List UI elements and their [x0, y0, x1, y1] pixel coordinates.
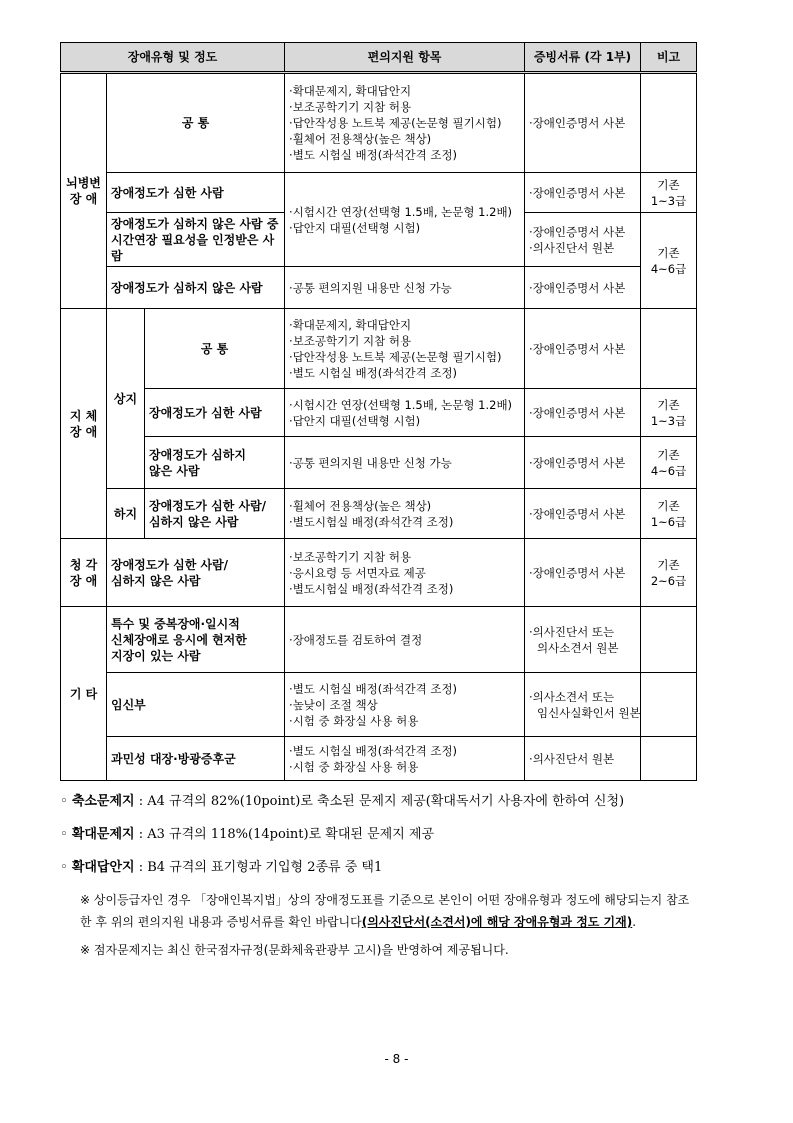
reference-mark-icon: ※: [80, 893, 91, 907]
other-bowel-docs: · 의사진단서 원본: [525, 737, 641, 781]
emphasis-text: (의사진단서(소견서)에 해당 장애유형과 정도 기재): [361, 915, 633, 929]
table-row: [61, 309, 697, 389]
other-pregnant-items: · 별도 시험실 배정(좌석간격 조정) · 높낮이 조절 책상 · 시험 중 화장실 사용 허용: [285, 673, 525, 737]
support-table: [60, 42, 697, 781]
reference-mark-icon: ※: [80, 943, 91, 957]
limb-lower-type: 장애정도가 심한 사람/ 심하지 않은 사람: [145, 489, 285, 539]
note-line-answer: ◦ 확대답안지 : B4 규격의 표기형과 기입형 2종류 중 택1: [60, 860, 383, 875]
table-row: [61, 73, 697, 173]
limb-common-note: [641, 309, 697, 389]
reference-note-2: ※ 점자문제지는 최신 한국점자규정(문화체육관광부 고시)을 반영하여 제공됩니다.: [80, 943, 509, 957]
brain-mild-note: 기존 4~6급: [641, 213, 697, 309]
reference-note-1: ※ 상이등급자인 경우 「장애인복지법」상의 장애정도표를 기준으로 본인이 어떤 장애유형과 정도에 해당되는지 참조한 후 위의 편의지원 내용과 증빙서류를 확인 바랍니다(의사진단서(소견서)에 해당 장애유형과 정도 기재).: [80, 893, 690, 929]
brain-common-items: · 확대문제지, 확대답안지 · 보조공학기기 지참 허용 · 답안작성용 노트북 제공(논문형 필기시험) · 휠체어 전용책상(높은 책상) · 별도 시험실 배정(좌석간격 조정): [285, 73, 525, 173]
hearing-docs: · 장애인증명서 사본: [525, 539, 641, 607]
term-reduced: 축소문제지: [71, 794, 135, 809]
hearing-items: · 보조공학기기 지참 허용 · 응시요령 등 서면자료 제공 · 별도시험실 배정(좌석간격 조정): [285, 539, 525, 607]
page-number: - 8 -: [384, 1052, 409, 1066]
other-bowel-note: [641, 737, 697, 781]
limb-lower-label: 하지: [107, 489, 145, 539]
limb-mild-docs: · 장애인증명서 사본: [525, 437, 641, 489]
category-other: 기 타: [61, 607, 107, 781]
header-note: 비고: [641, 43, 697, 73]
limb-severe-label: 장애정도가 심한 사람: [145, 389, 285, 437]
header-type: 장애유형 및 정도: [61, 43, 285, 73]
category-brain: 뇌병변 장 애: [61, 73, 107, 309]
header-items: 편의지원 항목: [285, 43, 525, 73]
term-enlarged: 확대문제지: [71, 827, 135, 842]
limb-severe-docs: · 장애인증명서 사본: [525, 389, 641, 437]
limb-lower-items: · 휠체어 전용책상(높은 책상) · 별도시험실 배정(좌석간격 조정): [285, 489, 525, 539]
table-row: [61, 437, 697, 489]
notes-section: [60, 790, 720, 967]
other-special-note: [641, 607, 697, 673]
table-row: [61, 389, 697, 437]
brain-common-docs: · 장애인증명서 사본: [525, 73, 641, 173]
header-docs: 증빙서류 (각 1부): [525, 43, 641, 73]
other-pregnant-label: 임신부: [107, 673, 285, 737]
other-bowel-label: 과민성 대장·방광증후군: [107, 737, 285, 781]
brain-mild-ext-docs: · 장애인증명서 사본 · 의사진단서 원본: [525, 213, 641, 267]
table-row: [61, 173, 697, 213]
bullet-icon: ◦: [60, 827, 68, 842]
brain-severe-note: 기존 1~3급: [641, 173, 697, 213]
table-row: [61, 489, 697, 539]
table-row: [61, 539, 697, 607]
table-header-row: [61, 43, 697, 73]
category-hearing: 청 각 장 애: [61, 539, 107, 607]
other-pregnant-docs: ·의사소견서 또는 임신사실확인서 원본: [525, 673, 641, 737]
bullet-icon: ◦: [60, 860, 68, 875]
note-line-reduced: ◦ 축소문제지 : A4 규격의 82%(10point)로 축소된 문제지 제공(확대독서기 사용자에 한하여 신청): [60, 794, 625, 809]
brain-mild-docs: · 장애인증명서 사본: [525, 267, 641, 309]
brain-severe-docs: · 장애인증명서 사본: [525, 173, 641, 213]
other-pregnant-note: [641, 673, 697, 737]
other-special-docs: ·의사진단서 또는 의사소견서 원본: [525, 607, 641, 673]
limb-lower-docs: · 장애인증명서 사본: [525, 489, 641, 539]
limb-common-label: 공 통: [145, 309, 285, 389]
limb-common-docs: · 장애인증명서 사본: [525, 309, 641, 389]
limb-common-items: · 확대문제지, 확대답안지 · 보조공학기기 지참 허용 · 답안작성용 노트북 제공(논문형 필기시험) · 별도 시험실 배정(좌석간격 조정): [285, 309, 525, 389]
other-special-items: · 장애정도를 검토하여 결정: [285, 607, 525, 673]
limb-mild-label: 장애정도가 심하지 않은 사람: [145, 437, 285, 489]
limb-upper-label: 상지: [107, 309, 145, 489]
category-limb: 지 체 장 애: [61, 309, 107, 539]
table-row: [61, 737, 697, 781]
hearing-note: 기존 2~6급: [641, 539, 697, 607]
note-line-enlarged: ◦ 확대문제지 : A3 규격의 118%(14point)로 확대된 문제지 제공: [60, 827, 435, 842]
limb-mild-items: · 공통 편의지원 내용만 신청 가능: [285, 437, 525, 489]
brain-time-items: · 시험시간 연장(선택형 1.5배, 논문형 1.2배) · 답안지 대필(선택형 시험): [285, 173, 525, 267]
brain-mild-label: 장애정도가 심하지 않은 사람: [107, 267, 285, 309]
brain-common-note: [641, 73, 697, 173]
table-row: [61, 267, 697, 309]
table-row: [61, 673, 697, 737]
limb-severe-note: 기존 1~3급: [641, 389, 697, 437]
other-special-label: 특수 및 중복장애·일시적 신체장애로 응시에 현저한 지장이 있는 사람: [107, 607, 285, 673]
brain-common-label: 공 통: [107, 73, 285, 173]
limb-mild-note: 기존 4~6급: [641, 437, 697, 489]
limb-severe-items: · 시험시간 연장(선택형 1.5배, 논문형 1.2배) · 답안지 대필(선택형 시험): [285, 389, 525, 437]
limb-lower-note: 기존 1~6급: [641, 489, 697, 539]
hearing-label: 장애정도가 심한 사람/ 심하지 않은 사람: [107, 539, 285, 607]
brain-severe-label: 장애정도가 심한 사람: [107, 173, 285, 213]
bullet-icon: ◦: [60, 794, 68, 809]
other-bowel-items: · 별도 시험실 배정(좌석간격 조정) · 시험 중 화장실 사용 허용: [285, 737, 525, 781]
brain-mild-items: · 공통 편의지원 내용만 신청 가능: [285, 267, 525, 309]
brain-mild-ext-label: 장애정도가 심하지 않은 사람 중 시간연장 필요성을 인정받은 사람: [107, 213, 285, 267]
term-answer: 확대답안지: [71, 860, 135, 875]
table-row: [61, 607, 697, 673]
